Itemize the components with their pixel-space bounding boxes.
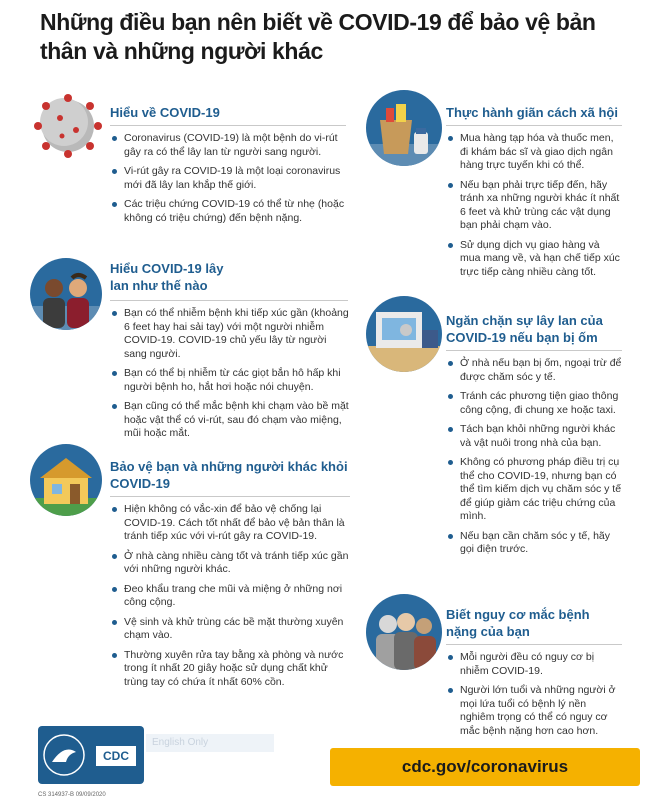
sick-at-home-icon bbox=[366, 296, 442, 372]
list-item: Sử dụng dịch vụ giao hàng và mua mang về, và hạn chế tiếp xúc trực tiếp càng nhiều càng tốt. bbox=[446, 239, 622, 280]
older-adults-icon bbox=[366, 594, 442, 670]
hhs-eagle-icon bbox=[38, 726, 88, 784]
list-item: Đeo khẩu trang che mũi và miệng ở những nơi công cộng. bbox=[110, 583, 350, 610]
list-item: Bạn có thể bị nhiễm từ các giọt bắn hô hấp khi người bệnh ho, hắt hơi hoặc nói chuyện. bbox=[110, 367, 350, 394]
list-item: Bạn cũng có thể mắc bệnh khi chạm vào bề mặt hoặc vật thể có vi-rút, sau đó chạm vào miệng, mũi hoặc mắt. bbox=[110, 400, 350, 441]
list-item: Hiện không có vắc-xin để bảo vệ chống lại COVID-19. Cách tốt nhất để bảo vệ bản thân là tránh tiếp xúc với vi-rút gây ra COVID-19. bbox=[110, 503, 350, 544]
section-protect bbox=[110, 458, 350, 695]
section-understand bbox=[110, 104, 346, 231]
list-item: Nếu bạn cần chăm sóc y tế, hãy gọi điện trước. bbox=[446, 530, 622, 557]
groceries-icon bbox=[366, 90, 442, 166]
section-heading: Thực hành giãn cách xã hội bbox=[446, 104, 622, 126]
section-heading: Hiểu COVID-19 lây lan như thế nào bbox=[110, 261, 224, 293]
house-icon bbox=[30, 444, 102, 516]
list-item: Coronavirus (COVID-19) là một bệnh do vi-rút gây ra có thể lây lan từ người sang người. bbox=[110, 132, 346, 159]
list-item: Thường xuyên rửa tay bằng xà phòng và nước trong ít nhất 20 giây hoặc sử dụng chất khử trùng tay có chứa ít nhất 60% cồn. bbox=[110, 649, 350, 690]
list-item: Ở nhà nếu bạn bị ốm, ngoại trừ để được chăm sóc y tế. bbox=[446, 357, 622, 384]
faded-label: English Only bbox=[146, 734, 274, 752]
list-item: Mua hàng tạp hóa và thuốc men, đi khám bác sĩ và giao dịch ngân hàng trực tuyến khi có thể. bbox=[446, 132, 622, 173]
section-prevent bbox=[446, 312, 622, 563]
website-link[interactable]: cdc.gov/coronavirus bbox=[330, 748, 640, 786]
page-title: Những điều bạn nên biết về COVID-19 để bảo vệ bản thân và những người khác bbox=[40, 9, 596, 64]
list-item: Vi-rút gây ra COVID-19 là một loại coronavirus mới đã lây lan khắp thế giới. bbox=[110, 165, 346, 192]
list-item: Vệ sinh và khử trùng các bề mặt thường xuyên chạm vào. bbox=[110, 616, 350, 643]
list-item: Người lớn tuổi và những người ở mọi lứa tuổi có bệnh lý nền nghiêm trọng có thể có nguy cơ mắc bệnh nặng hơn cao hơn. bbox=[446, 684, 622, 738]
list-item: Không có phương pháp điều trị cụ thể cho COVID-19, nhưng bạn có thể tìm kiếm dịch vụ chăm sóc y tế để giúp giảm các triệu chứng của mình. bbox=[446, 456, 622, 524]
section-spread bbox=[110, 260, 350, 447]
list-item: Nếu bạn phải trực tiếp đến, hãy tránh xa những người khác ít nhất 6 feet và khử trùng các vật dụng bạn phải chạm vào. bbox=[446, 179, 622, 233]
section-heading: Ngăn chặn sự lây lan của COVID-19 nếu bạn bị ốm bbox=[446, 312, 622, 351]
list-item: Bạn có thể nhiễm bệnh khi tiếp xúc gần (khoảng 6 feet hay hai sải tay) với một người nhiễm COVID-19. COVID-19 chủ yếu lây từ người sang người. bbox=[110, 307, 350, 361]
section-heading: Bảo vệ bạn và những người khác khỏi COVID-19 bbox=[110, 458, 350, 497]
coronavirus-icon bbox=[30, 88, 106, 164]
cdc-logo: CDC bbox=[94, 744, 138, 768]
section-distancing bbox=[446, 104, 622, 285]
list-item: Ở nhà càng nhiều càng tốt và tránh tiếp xúc gần với những người khác. bbox=[110, 550, 350, 577]
list-item: Các triệu chứng COVID-19 có thể từ nhẹ (hoặc không có triệu chứng) đến bệnh nặng. bbox=[110, 198, 346, 225]
list-item: Mỗi người đều có nguy cơ bị nhiễm COVID-19. bbox=[446, 651, 622, 678]
document-code: CS 314937-B 09/09/2020 bbox=[38, 792, 106, 798]
people-talking-icon bbox=[30, 258, 102, 330]
list-item: Tránh các phương tiện giao thông công cộng, đi chung xe hoặc taxi. bbox=[446, 390, 622, 417]
section-heading: Biết nguy cơ mắc bệnh nặng của bạn bbox=[446, 606, 622, 645]
section-risk bbox=[446, 606, 622, 744]
list-item: Tách bạn khỏi những người khác và vật nuôi trong nhà của bạn. bbox=[446, 423, 622, 450]
section-heading: Hiểu về COVID-19 bbox=[110, 104, 346, 126]
